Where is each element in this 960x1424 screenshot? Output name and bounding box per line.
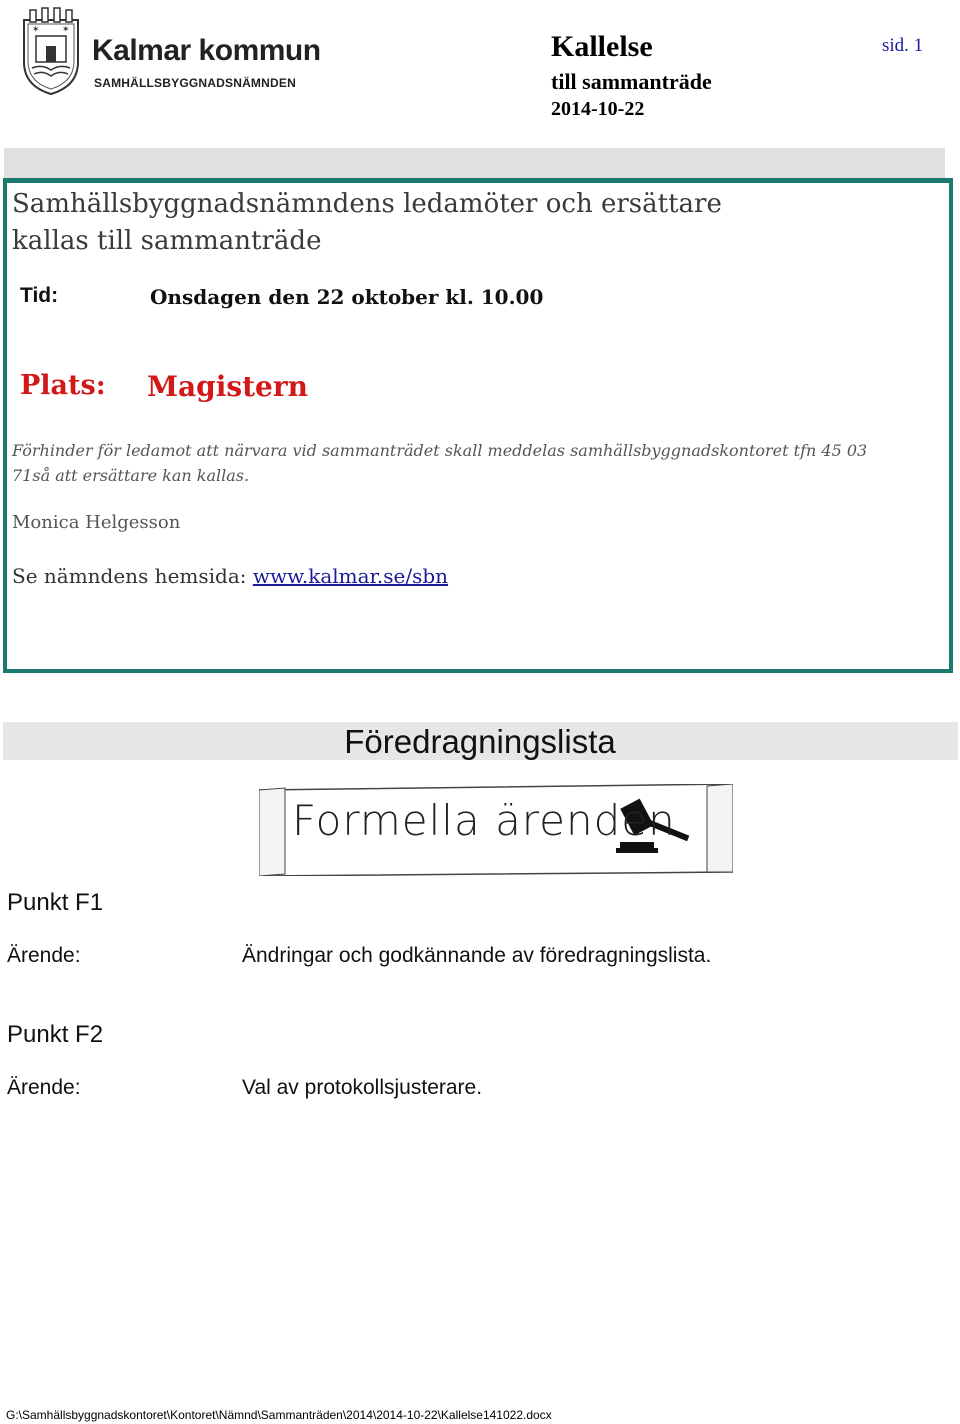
document-date: 2014-10-22 <box>551 98 645 120</box>
invitation-heading <box>12 186 722 260</box>
org-subname: SAMHÄLLSBYGGNADSNÄMNDEN <box>94 76 296 90</box>
banner-text: Formella ärenden <box>292 796 676 845</box>
agenda-item-label: Ärende: <box>7 1076 81 1099</box>
org-name: Kalmar kommun <box>92 34 321 67</box>
document-subtitle: till sammanträde <box>551 69 712 94</box>
agenda-item-heading: Punkt F1 <box>7 889 104 916</box>
document-title: Kallelse <box>551 30 653 63</box>
place-value: Magistern <box>147 370 308 403</box>
agenda-item-text: Ändringar och godkännande av föredragningslista. <box>242 944 712 967</box>
agenda-title: Föredragningslista <box>344 723 616 760</box>
footer-file-path: G:\Samhällsbyggnadskontoret\Kontoret\Nämnd\Sammanträden\2014\2014-10-22\Kallelse141022.docx <box>6 1408 552 1422</box>
header-divider-bar <box>4 148 945 178</box>
time-label: Tid: <box>20 284 59 307</box>
website-label: Se nämndens hemsida: <box>12 564 253 588</box>
page-number: sid. 1 <box>882 35 924 56</box>
website-line <box>12 564 448 588</box>
coat-of-arms-icon <box>18 6 84 96</box>
time-value: Onsdagen den 22 oktober kl. 10.00 <box>150 285 544 309</box>
agenda-item-label: Ärende: <box>7 944 81 967</box>
signer-name: Monica Helgesson <box>12 512 181 533</box>
svg-text:✶: ✶ <box>62 25 70 35</box>
place-label: Plats: <box>20 370 106 401</box>
kalmar-kommun-logo <box>18 6 328 98</box>
agenda-item-text: Val av protokollsjusterare. <box>242 1076 483 1099</box>
agenda-item-heading: Punkt F2 <box>7 1021 104 1048</box>
invitation-heading-line1: Samhällsbyggnadsnämndens ledamöter och ersättare <box>12 189 722 219</box>
svg-text:✶: ✶ <box>32 25 40 35</box>
website-link[interactable]: www.kalmar.se/sbn <box>252 564 449 588</box>
absence-notice: Förhinder för ledamot att närvara vid sammanträdet skall meddelas samhällsbyggnadskontoret tfn 45 03 71så att ersättare kan kallas. <box>12 441 868 485</box>
invitation-heading-line2: kallas till sammanträde <box>12 226 322 256</box>
